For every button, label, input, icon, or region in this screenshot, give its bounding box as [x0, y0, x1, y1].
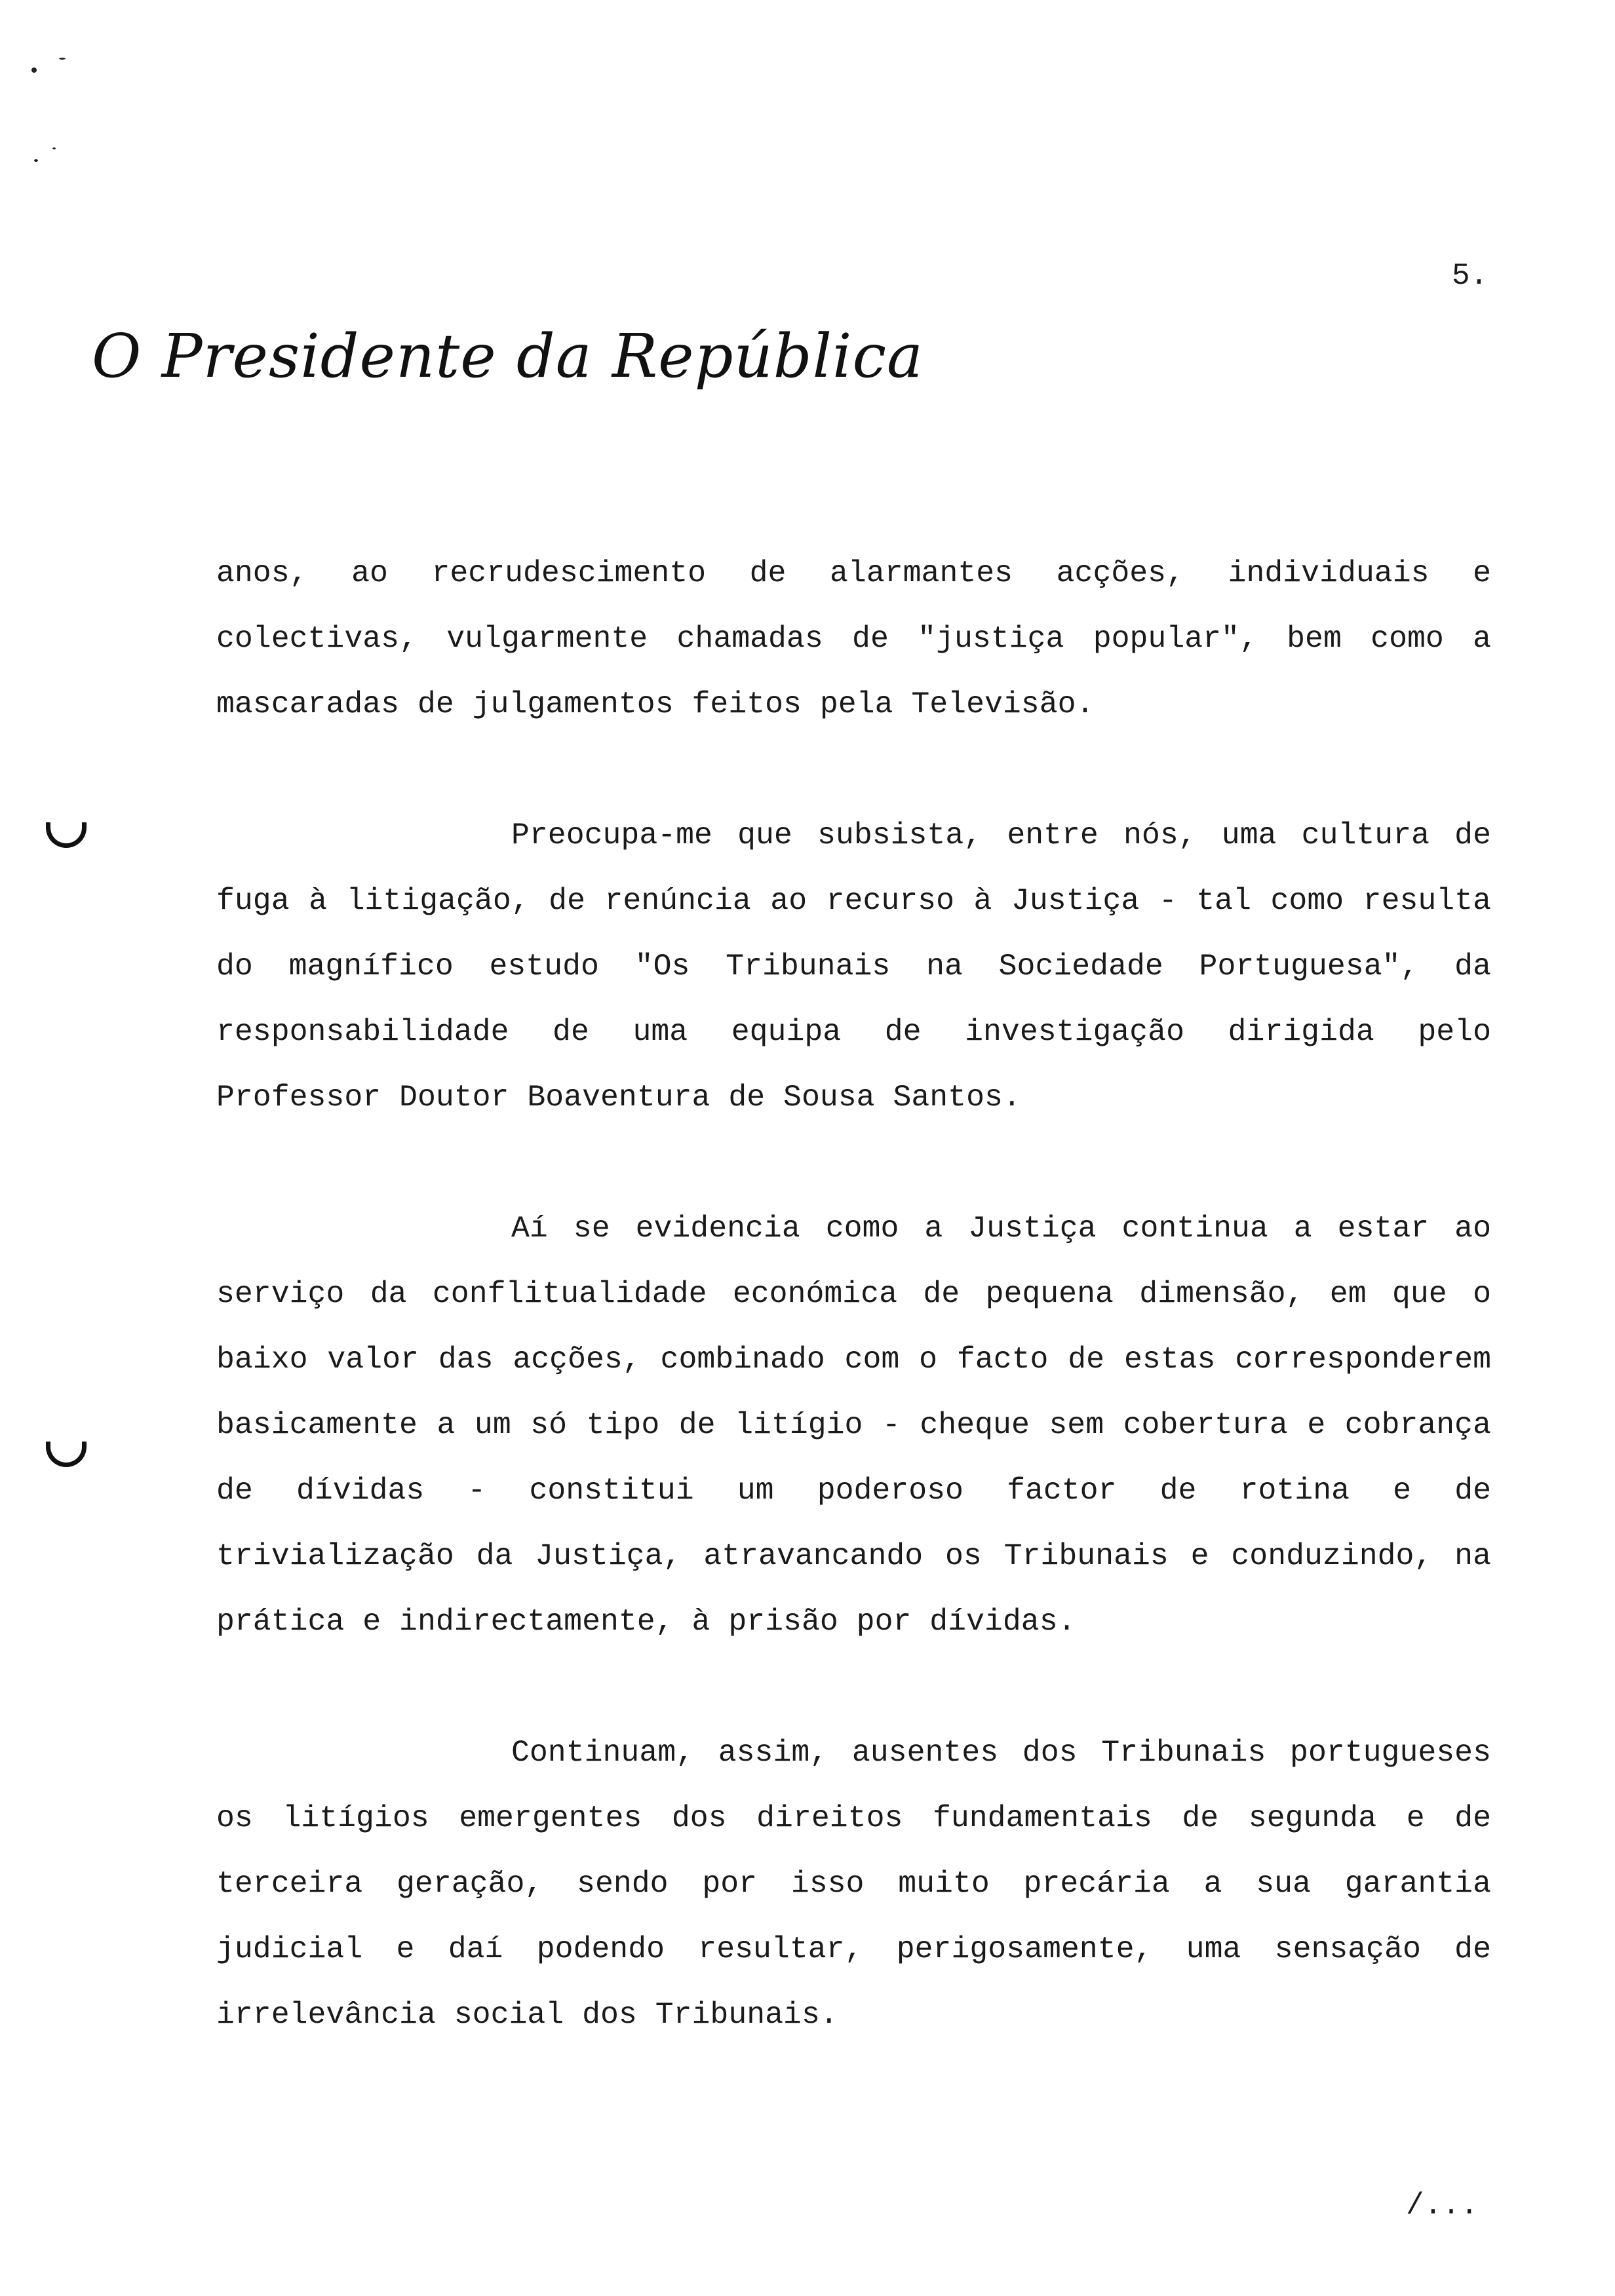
letterhead-signature: O Presidente da República [92, 321, 924, 391]
continuation-mark: /... [1406, 2189, 1479, 2223]
margin-check-mark [46, 822, 87, 848]
paragraph-spacer [216, 1130, 1491, 1196]
document-body [216, 541, 1491, 2048]
scan-speck [59, 58, 66, 60]
page-number: 5. [1452, 259, 1489, 293]
scan-speck [52, 147, 56, 149]
scan-speck [31, 67, 37, 73]
margin-check-mark [46, 1442, 87, 1467]
paragraph-spacer [216, 1655, 1491, 1720]
paragraph-4: Continuam, assim, ausentes dos Tribunais portugueses os litígios emergentes dos direitos fundamentais de segunda e de terceira geração, sendo por isso muito precária a sua garantia judicial e daí podendo resultar, perigosamente, uma sensação de irrelevância social dos Tribunais. [216, 1735, 1491, 2032]
paragraph-2: Preocupa-me que subsista, entre nós, uma cultura de fuga à litigação, de renúncia ao recurso à Justiça - tal como resulta do magnífico estudo "Os Tribunais na Sociedade Portuguesa", da responsabilidade de uma equipa de investigação dirigida pelo Professor Doutor Boaventura de Sousa Santos. [216, 818, 1491, 1115]
paragraph-spacer [216, 737, 1491, 803]
paragraph-3: Aí se evidencia como a Justiça continua a estar ao serviço da conflitualidade económica de pequena dimensão, em que o baixo valor das acções, combinado com o facto de estas corresponderem basicamente a um só tipo de litígio - cheque sem cobertura e cobrança de dívidas - constitui um poderoso factor de rotina e de trivialização da Justiça, atravancando os Tribunais e conduzindo, na prática e indirectamente, à prisão por dívidas. [216, 1211, 1491, 1639]
scan-speck [34, 159, 38, 162]
paragraph-1: anos, ao recrudescimento de alarmantes acções, individuais e colectivas, vulgarmente chamadas de "justiça popular", bem como a mascaradas de julgamentos feitos pela Televisão. [216, 556, 1491, 721]
